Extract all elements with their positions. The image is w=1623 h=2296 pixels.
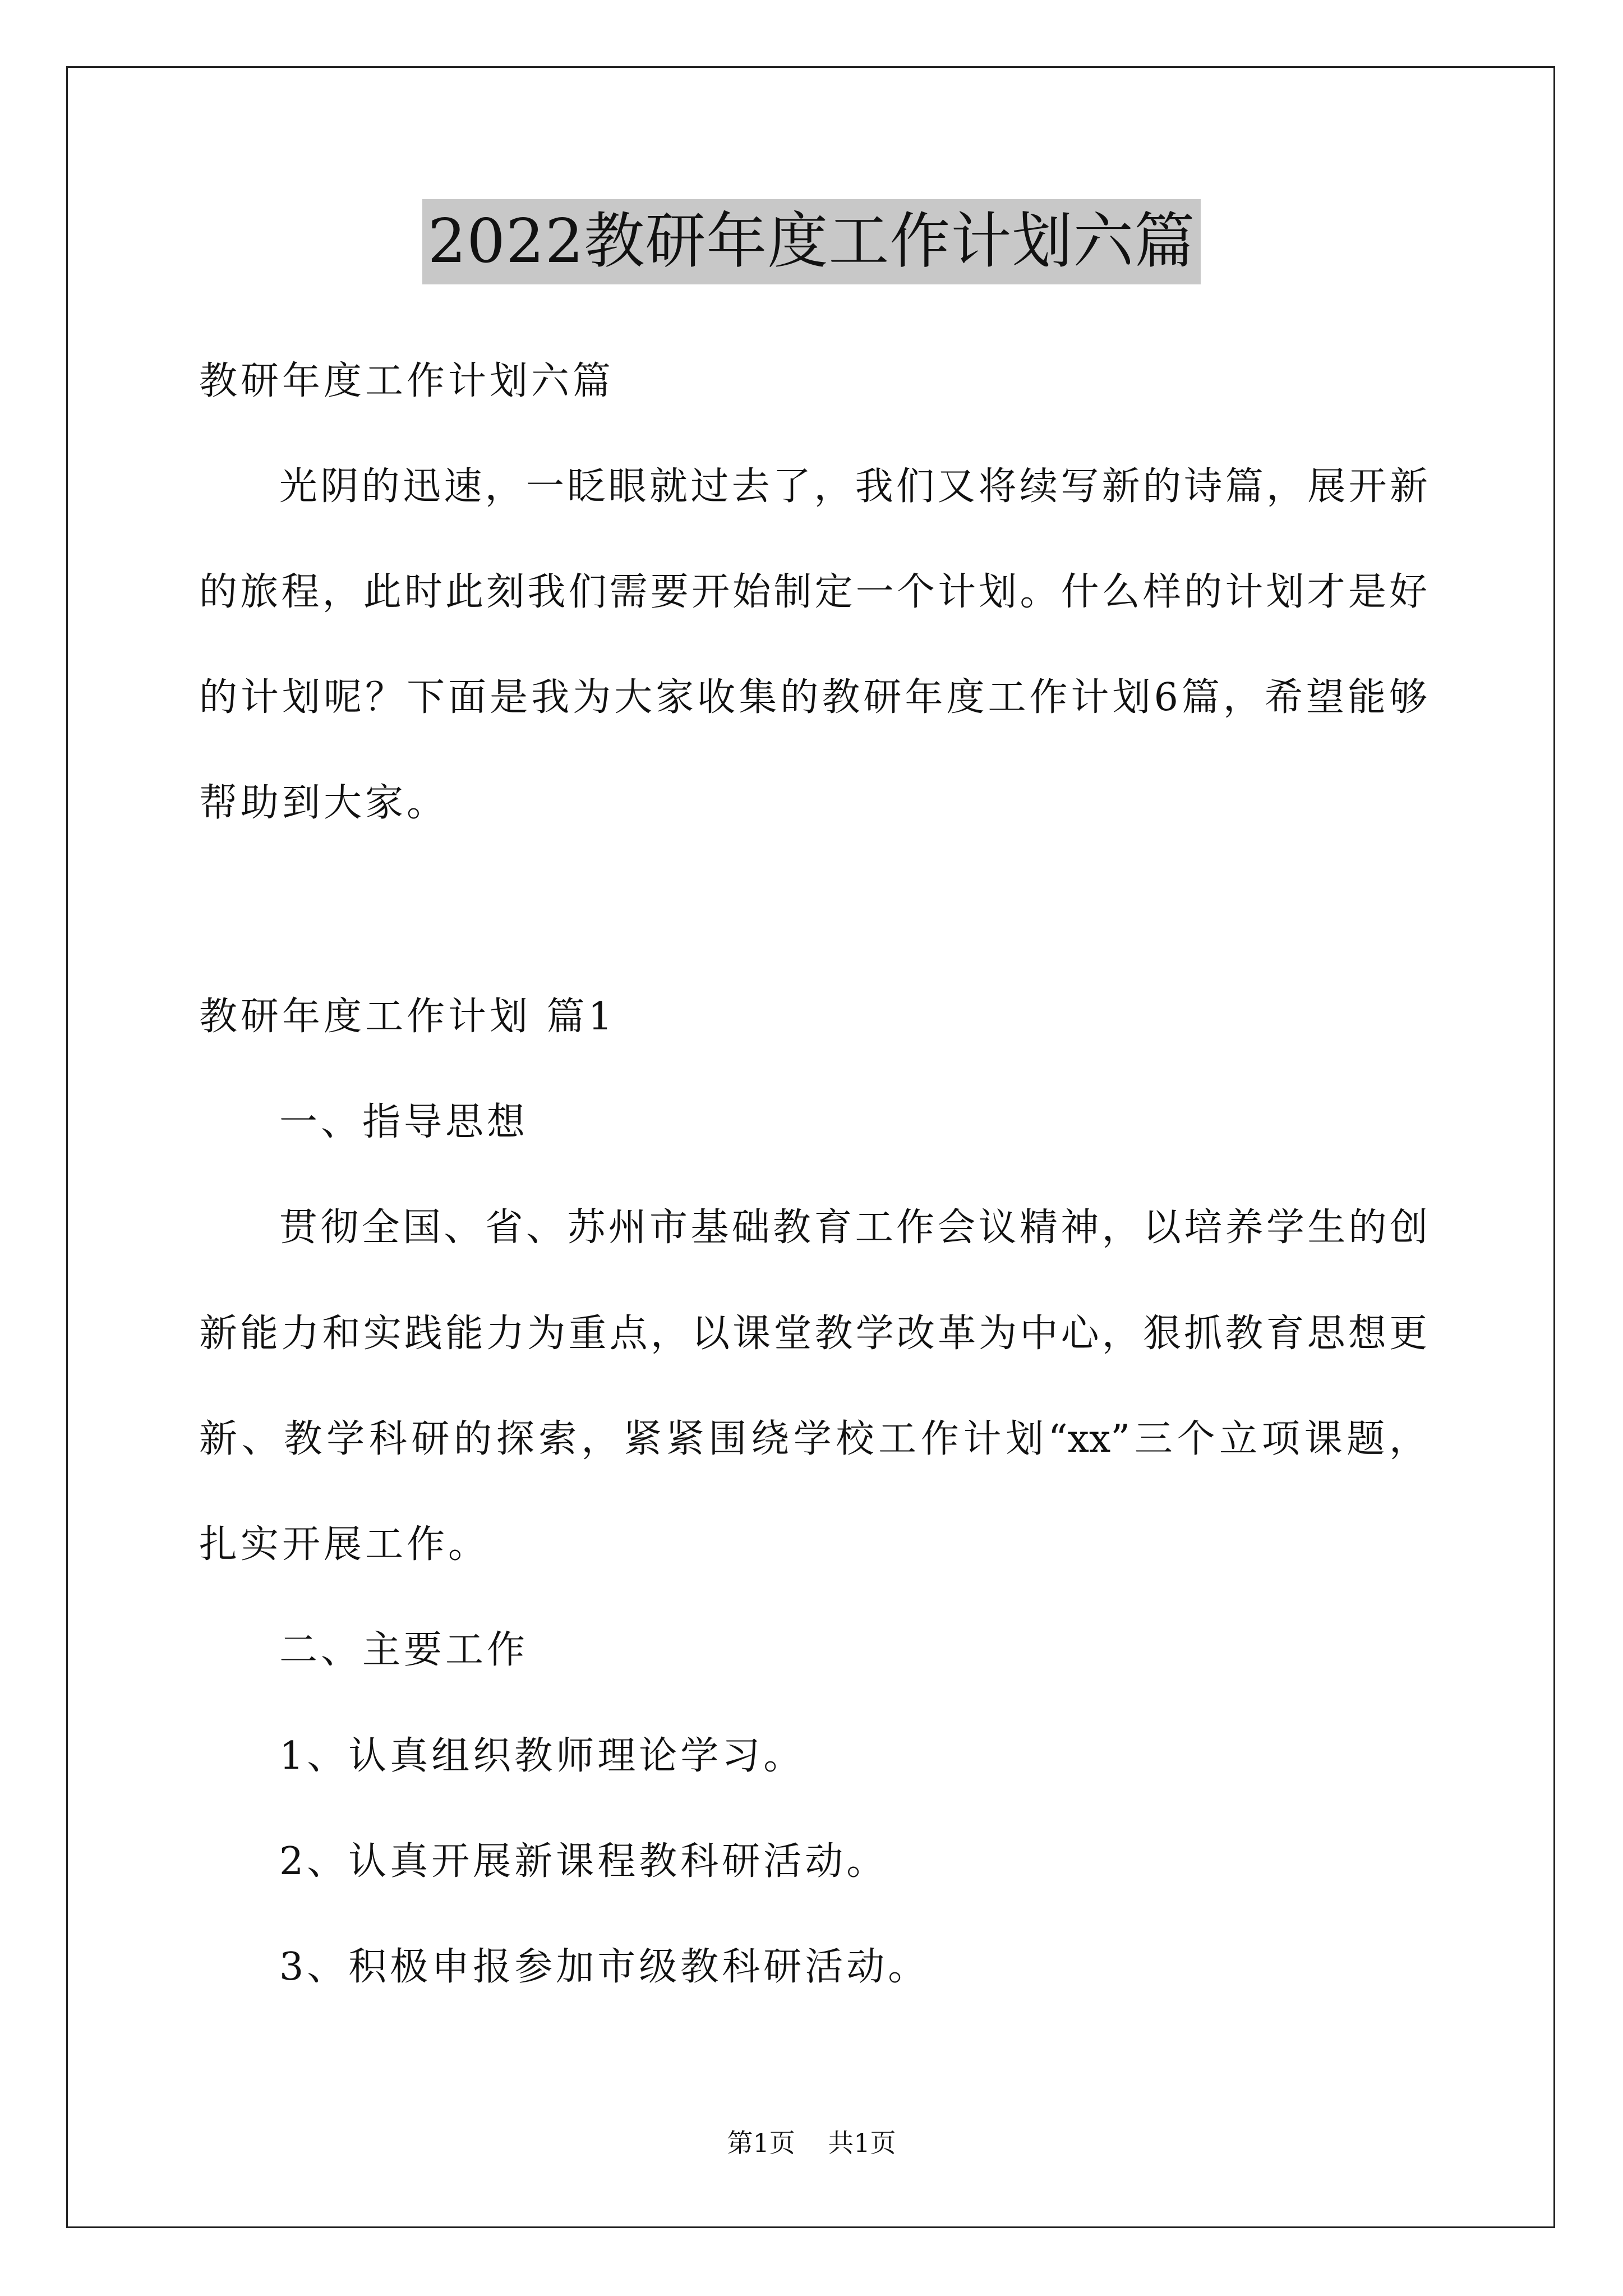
intro-line-3: 的计划呢？下面是我为大家收集的教研年度工作计划6篇，希望能够 bbox=[199, 675, 1427, 720]
part1-heading: 一、指导思想 bbox=[279, 1100, 529, 1144]
part1-line-4: 扎实开展工作。 bbox=[199, 1522, 490, 1567]
section-heading: 教研年度工作计划 篇1 bbox=[199, 995, 616, 1039]
list-item-1: 1、认真组织教师理论学习。 bbox=[279, 1734, 805, 1778]
part1-line-3: 新、教学科研的探索，紧紧围绕学校工作计划“xx”三个立项课题， bbox=[199, 1417, 1427, 1461]
list-item-2: 2、认真开展新课程教科研活动。 bbox=[279, 1839, 888, 1884]
title-container bbox=[0, 199, 1623, 284]
document-subtitle: 教研年度工作计划六篇 bbox=[199, 359, 615, 403]
intro-line-4: 帮助到大家。 bbox=[199, 781, 449, 825]
part2-heading: 二、主要工作 bbox=[279, 1628, 529, 1672]
intro-line-1: 光阴的迅速，一眨眼就过去了，我们又将续写新的诗篇，展开新 bbox=[279, 464, 1428, 509]
document-title: 2022教研年度工作计划六篇 bbox=[422, 199, 1201, 284]
part1-line-2: 新能力和实践能力为重点，以课堂教学改革为中心，狠抓教育思想更 bbox=[199, 1312, 1427, 1356]
page-footer: 第1页 共1页 bbox=[727, 2128, 896, 2158]
part1-line-1: 贯彻全国、省、苏州市基础教育工作会议精神，以培养学生的创 bbox=[279, 1205, 1428, 1250]
intro-line-2: 的旅程，此时此刻我们需要开始制定一个计划。什么样的计划才是好 bbox=[199, 570, 1427, 614]
list-item-3: 3、积极申报参加市级教科研活动。 bbox=[279, 1945, 930, 1989]
